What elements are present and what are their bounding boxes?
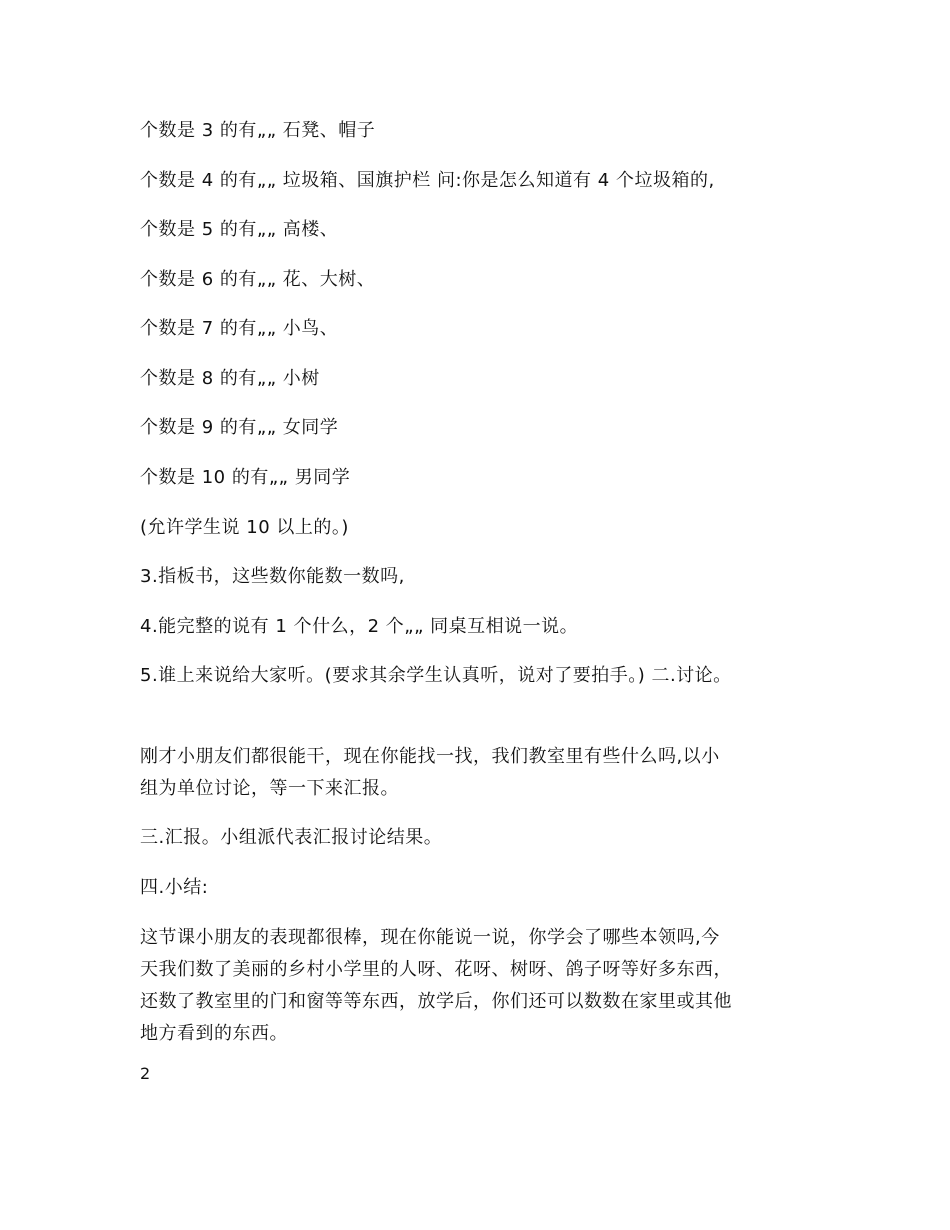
step-4-line: 4.能完整的说有 1 个什么，2 个„„ 同桌互相说一说。 xyxy=(140,616,579,637)
count-4-line: 个数是 4 的有„„ 垃圾箱、国旗护栏 问:你是怎么知道有 4 个垃圾箱的, xyxy=(140,170,715,191)
summary-line: 还数了教室里的门和窗等等东西，放学后，你们还可以数数在家里或其他 xyxy=(140,991,732,1012)
summary-paragraph xyxy=(140,922,820,1050)
step-5-line: 5.谁上来说给大家听。(要求其余学生认真听，说对了要拍手。) 二.讨论。 xyxy=(140,665,732,686)
count-6-line: 个数是 6 的有„„ 花、大树、 xyxy=(140,269,376,290)
count-8-line: 个数是 8 的有„„ 小树 xyxy=(140,368,320,389)
count-3-line: 个数是 3 的有„„ 石凳、帽子 xyxy=(140,120,376,141)
discussion-paragraph xyxy=(140,741,820,805)
count-9-line: 个数是 9 的有„„ 女同学 xyxy=(140,417,339,438)
summary-line: 天我们数了美丽的乡村小学里的人呀、花呀、树呀、鸽子呀等好多东西， xyxy=(140,959,732,980)
summary-heading: 四.小结: xyxy=(140,877,209,898)
summary-line: 这节课小朋友的表现都很棒，现在你能说一说，你学会了哪些本领吗,今 xyxy=(140,927,720,948)
count-10-line: 个数是 10 的有„„ 男同学 xyxy=(140,467,351,488)
summary-line: 地方看到的东西。 xyxy=(140,1023,288,1044)
page-number: 2 xyxy=(140,1064,151,1083)
discussion-line: 组为单位讨论，等一下来汇报。 xyxy=(140,778,399,799)
count-7-line: 个数是 7 的有„„ 小鸟、 xyxy=(140,318,339,339)
discussion-line: 刚才小朋友们都很能干，现在你能找一找，我们教室里有些什么吗,以小 xyxy=(140,746,720,767)
count-5-line: 个数是 5 的有„„ 高楼、 xyxy=(140,219,339,240)
allow-note-line: (允许学生说 10 以上的。) xyxy=(140,517,349,538)
report-line: 三.汇报。小组派代表汇报讨论结果。 xyxy=(140,827,443,848)
step-3-line: 3.指板书，这些数你能数一数吗, xyxy=(140,566,405,587)
